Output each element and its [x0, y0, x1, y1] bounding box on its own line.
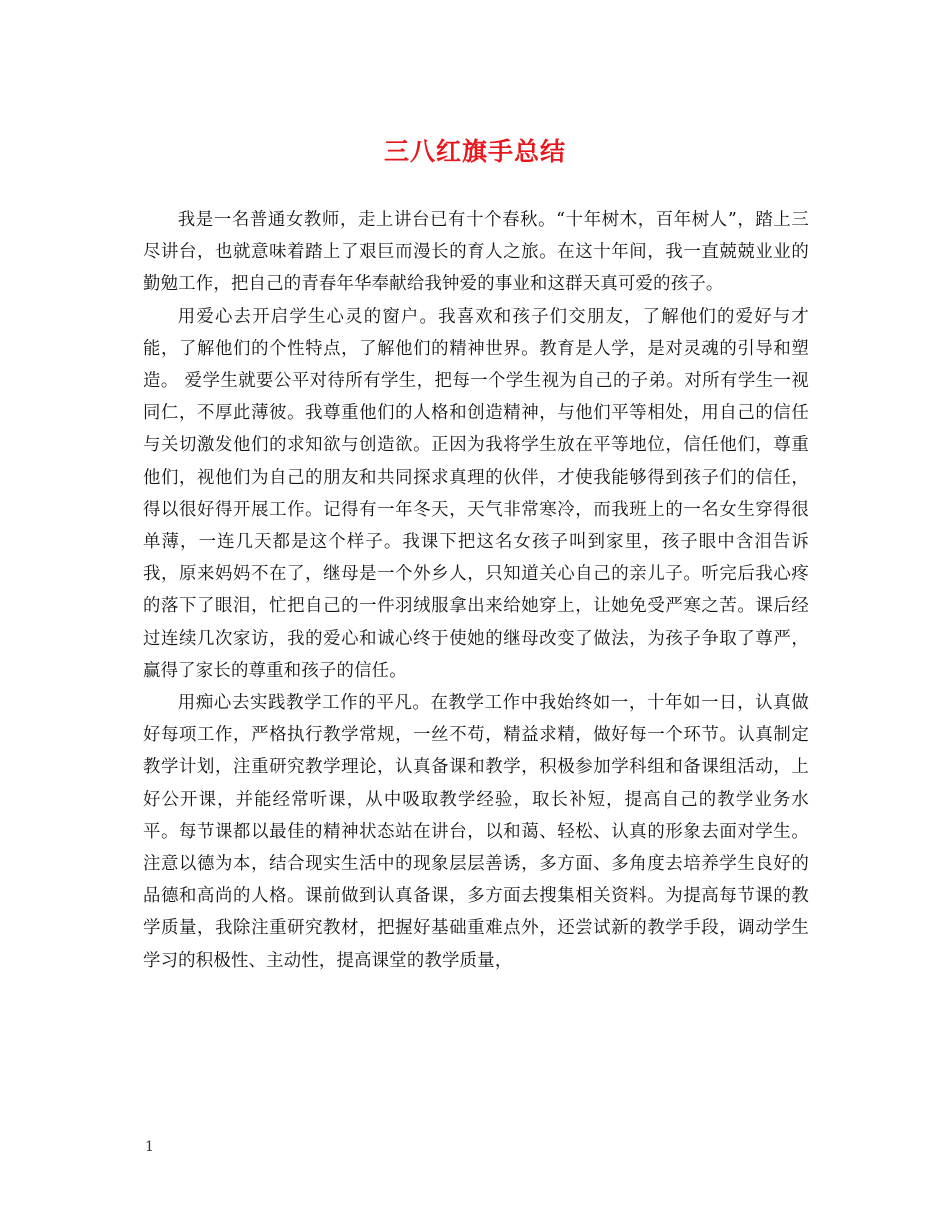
paragraph-caring-students: 用爱心去开启学生心灵的窗户。我喜欢和孩子们交朋友，了解他们的爱好与才能，了解他们的个性特点，了解他们的精神世界。教育是人学，是对灵魂的引导和塑造。 爱学生就要公平对待所有学生，把每一个学生视为自己的子弟。对所有学生一视同仁，不厚此薄彼。我尊重他们的人格和创造精神，与他们平等相处，用自己的信任与关切激发他们的求知欲与创造欲。正因为我将学生放在平等地位，信任他们，尊重他们，视他们为自己的朋友和共同探求真理的伙伴，才使我能够得到孩子们的信任，得以很好得开展工作。记得有一年冬天，天气非常寒冷，而我班上的一名女生穿得很单薄，一连几天都是这个样子。我课下把这名女孩子叫到家里，孩子眼中含泪告诉我，原来妈妈不在了，继母是一个外乡人，只知道关心自己的亲儿子。听完后我心疼的落下了眼泪，忙把自己的一件羽绒服拿出来给她穿上，让她免受严寒之苦。课后经过连续几次家访，我的爱心和诚心终于使她的继母改变了做法，为孩子争取了尊严，赢得了家长的尊重和孩子的信任。: [143, 306, 809, 681]
document-title: 三八红旗手总结: [383, 137, 566, 166]
paragraph-intro: 我是一名普通女教师，走上讲台已有十个春秋。“十年树木，百年树人”，踏上三尽讲台，也就意味着踏上了艰巨而漫长的育人之旅。在这十年间，我一直兢兢业业的勤勉工作，把自己的青春年华奉献给我钟爱的事业和这群天真可爱的孩子。: [143, 210, 809, 295]
paragraph-teaching-practice: 用痴心去实践教学工作的平凡。在教学工作中我始终如一，十年如一日，认真做好每项工作，严格执行教学常规，一丝不苟，精益求精，做好每一个环节。认真制定教学计划，注重研究教学理论，认真备课和教学，积极参加学科组和备课组活动，上好公开课，并能经常听课，从中吸取教学经验，取长补短，提高自己的教学业务水平。每节课都以最佳的精神状态站在讲台，以和蔼、轻松、认真的形象去面对学生。注意以德为本，结合现实生活中的现象层层善诱，多方面、多角度去培养学生良好的品德和高尚的人格。课前做到认真备课，多方面去搜集相关资料。为提高每节课的教学质量，我除注重研究教材，把握好基础重难点外，还尝试新的教学手段，调动学生学习的积极性、主动性，提高课堂的教学质量，: [143, 693, 809, 971]
page-number: 1: [145, 1139, 154, 1155]
document-body: [143, 204, 809, 977]
